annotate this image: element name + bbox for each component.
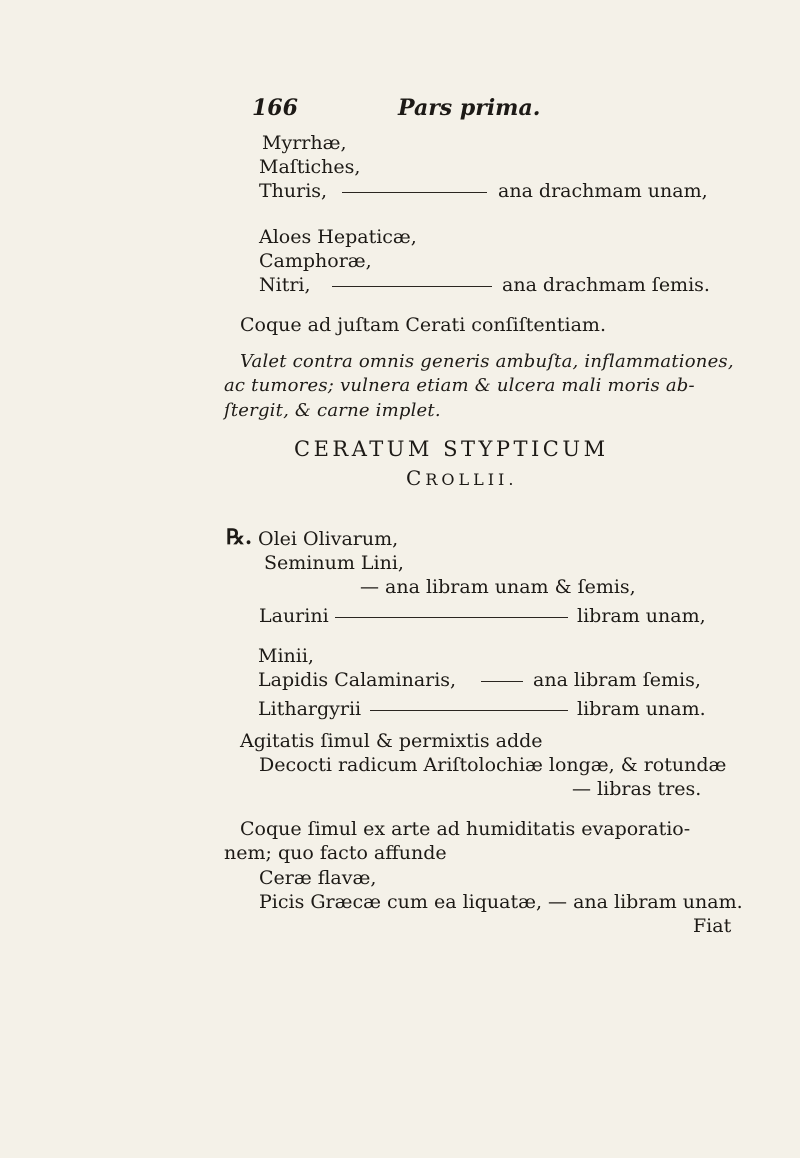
quantity-text: ana libram ſemis,: [533, 669, 701, 691]
quantity-text: libram unam,: [577, 605, 706, 627]
leader-dash: [342, 192, 487, 193]
ingredient-line: Myrrhæ,: [262, 132, 347, 154]
quantity-text: libram unam.: [577, 698, 706, 720]
ingredient-line: Maſtiches,: [259, 156, 361, 178]
ingredient-line: Lithargyrii: [258, 698, 362, 720]
ingredient-line: Aloes Hepaticæ,: [259, 226, 417, 248]
ingredient-line: Lapidis Calaminaris,: [258, 669, 457, 691]
instruction-text: Coque ſimul ex arte ad humiditatis evaporatio-: [240, 818, 691, 840]
leader-dash: [370, 710, 568, 711]
ingredient-line: Minii,: [258, 645, 314, 667]
instruction-text: Agitatis ſimul & permixtis adde: [240, 730, 543, 752]
virtue-text: ſtergit, & carne implet.: [224, 400, 441, 421]
leader-dash: [335, 617, 568, 618]
ingredient-line: Camphoræ,: [259, 250, 372, 272]
section-title: CERATUM STYPTICUM: [294, 437, 609, 461]
ingredient-line: Ceræ flavæ,: [259, 867, 377, 889]
virtue-text: Valet contra omnis generis ambuſta, inflammationes,: [240, 351, 734, 372]
quantity-text: — ana libram unam & ſemis,: [360, 576, 636, 598]
ingredient-line: Olei Olivarum,: [258, 528, 399, 550]
quantity-text: ana drachmam unam,: [498, 180, 708, 202]
running-title: Pars prima.: [398, 95, 541, 121]
ingredient-line: Laurini: [259, 605, 329, 627]
leader-dash: [481, 681, 523, 682]
quantity-text: ana drachmam ſemis.: [502, 274, 710, 296]
ingredient-line: Decocti radicum Ariſtolochiæ longæ, & rotundæ: [259, 754, 727, 776]
leader-dash: [332, 286, 492, 287]
ingredient-line: Picis Græcæ cum ea liquatæ, — ana libram unam.: [259, 891, 743, 913]
recipe-symbol: ℞.: [226, 524, 253, 549]
instruction-text: Coque ad juſtam Cerati conſiſtentiam.: [240, 314, 606, 336]
subtitle-initial: C: [406, 466, 426, 490]
page-number: 166: [252, 95, 298, 121]
ingredient-line: Nitri,: [259, 274, 311, 296]
instruction-text: nem; quo facto affunde: [224, 842, 447, 864]
section-subtitle: [406, 466, 517, 492]
ingredient-line: Thuris,: [259, 180, 328, 202]
catchword: Fiat: [693, 915, 732, 937]
subtitle-rest: ROLLII.: [425, 470, 518, 489]
virtue-text: ac tumores; vulnera etiam & ulcera mali moris ab-: [224, 375, 695, 396]
quantity-text: — libras tres.: [572, 778, 702, 800]
ingredient-line: Seminum Lini,: [264, 552, 404, 574]
